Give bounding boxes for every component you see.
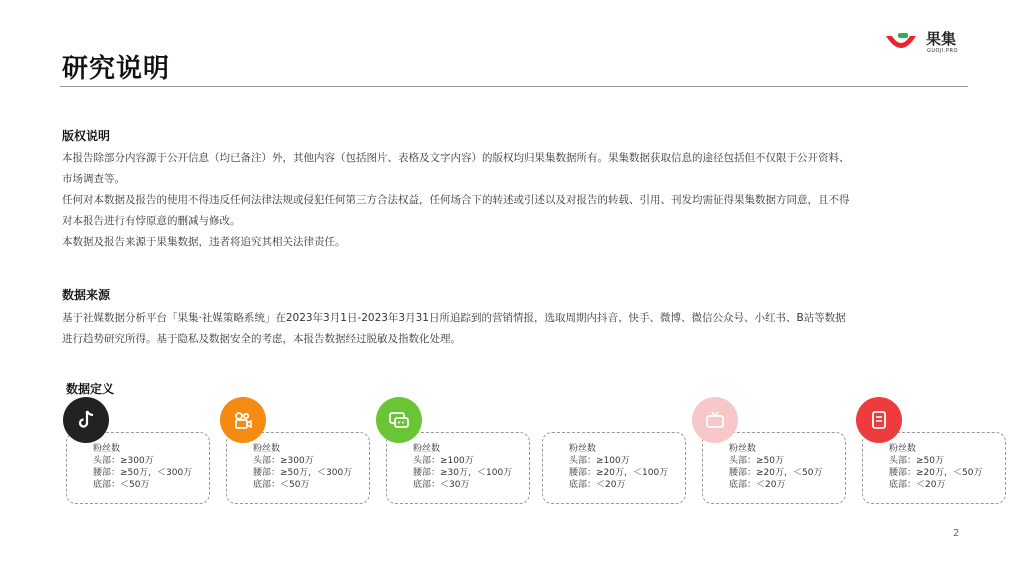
copyright-line: 任何对本数据及报告的使用不得违反任何法律法规或侵犯任何第三方合法权益，任何场合下的转述或引述以及对报告的转载、引用、刊发均需征得果集数据方同意，且不得 [62, 194, 850, 206]
logo-name: 果集 [926, 30, 957, 48]
definition-card [862, 432, 1006, 504]
definition-card [386, 432, 530, 504]
wechat-icon [376, 397, 422, 443]
title-divider [60, 86, 968, 87]
card-text: 粉丝数 头部：≥50万 腰部：≥20万，＜50万 底部：＜20万 [889, 444, 983, 490]
copyright-line: 市场调查等。 [62, 173, 125, 185]
brand-logo [884, 28, 974, 58]
kuaishou-icon [220, 397, 266, 443]
copyright-text [62, 148, 962, 253]
douyin-icon [63, 397, 109, 443]
card-text: 粉丝数 头部：≥100万 腰部：≥20万，＜100万 底部：＜20万 [569, 444, 669, 490]
card-text: 粉丝数 头部：≥300万 腰部：≥50万，＜300万 底部：＜50万 [93, 444, 193, 490]
xiaohongshu-icon [856, 397, 902, 443]
tv-icon [692, 397, 738, 443]
source-text [62, 308, 962, 350]
card-text: 粉丝数 头部：≥50万 腰部：≥20万，＜50万 底部：＜20万 [729, 444, 823, 490]
copyright-heading: 版权说明 [62, 129, 111, 143]
source-heading: 数据来源 [62, 288, 111, 302]
logo-sub: GUOJI.PRO [927, 48, 958, 54]
copyright-line: 对本报告进行有悖原意的删减与修改。 [62, 215, 241, 227]
copyright-line: 本数据及报告来源于果集数据，违者将追究其相关法律责任。 [62, 236, 346, 248]
source-line: 基于社媒数据分析平台「果集·社媒策略系统」在2023年3月1日-2023年3月31日所追踪到的营销情报，选取周期内抖音、快手、微博、微信公众号、小红书、B站等数据 [62, 312, 846, 324]
definitions-heading: 数据定义 [66, 382, 115, 396]
page-title: 研究说明 [62, 54, 171, 84]
definition-card [702, 432, 846, 504]
page-number: 2 [953, 528, 960, 539]
definition-card [542, 432, 686, 504]
card-text: 粉丝数 头部：≥100万 腰部：≥30万，＜100万 底部：＜30万 [413, 444, 513, 490]
guoji-logo-icon [884, 30, 918, 56]
definition-card [226, 432, 370, 504]
card-text: 粉丝数 头部：≥300万 腰部：≥50万，＜300万 底部：＜50万 [253, 444, 353, 490]
copyright-line: 本报告除部分内容源于公开信息（均已备注）外，其他内容（包括图片、表格及文字内容）的版权均归果集数据所有。果集数据获取信息的途径包括但不仅限于公开资料、 [62, 152, 850, 164]
source-line: 进行趋势研究所得。基于隐私及数据安全的考虑，本报告数据经过脱敏及指数化处理。 [62, 333, 461, 345]
